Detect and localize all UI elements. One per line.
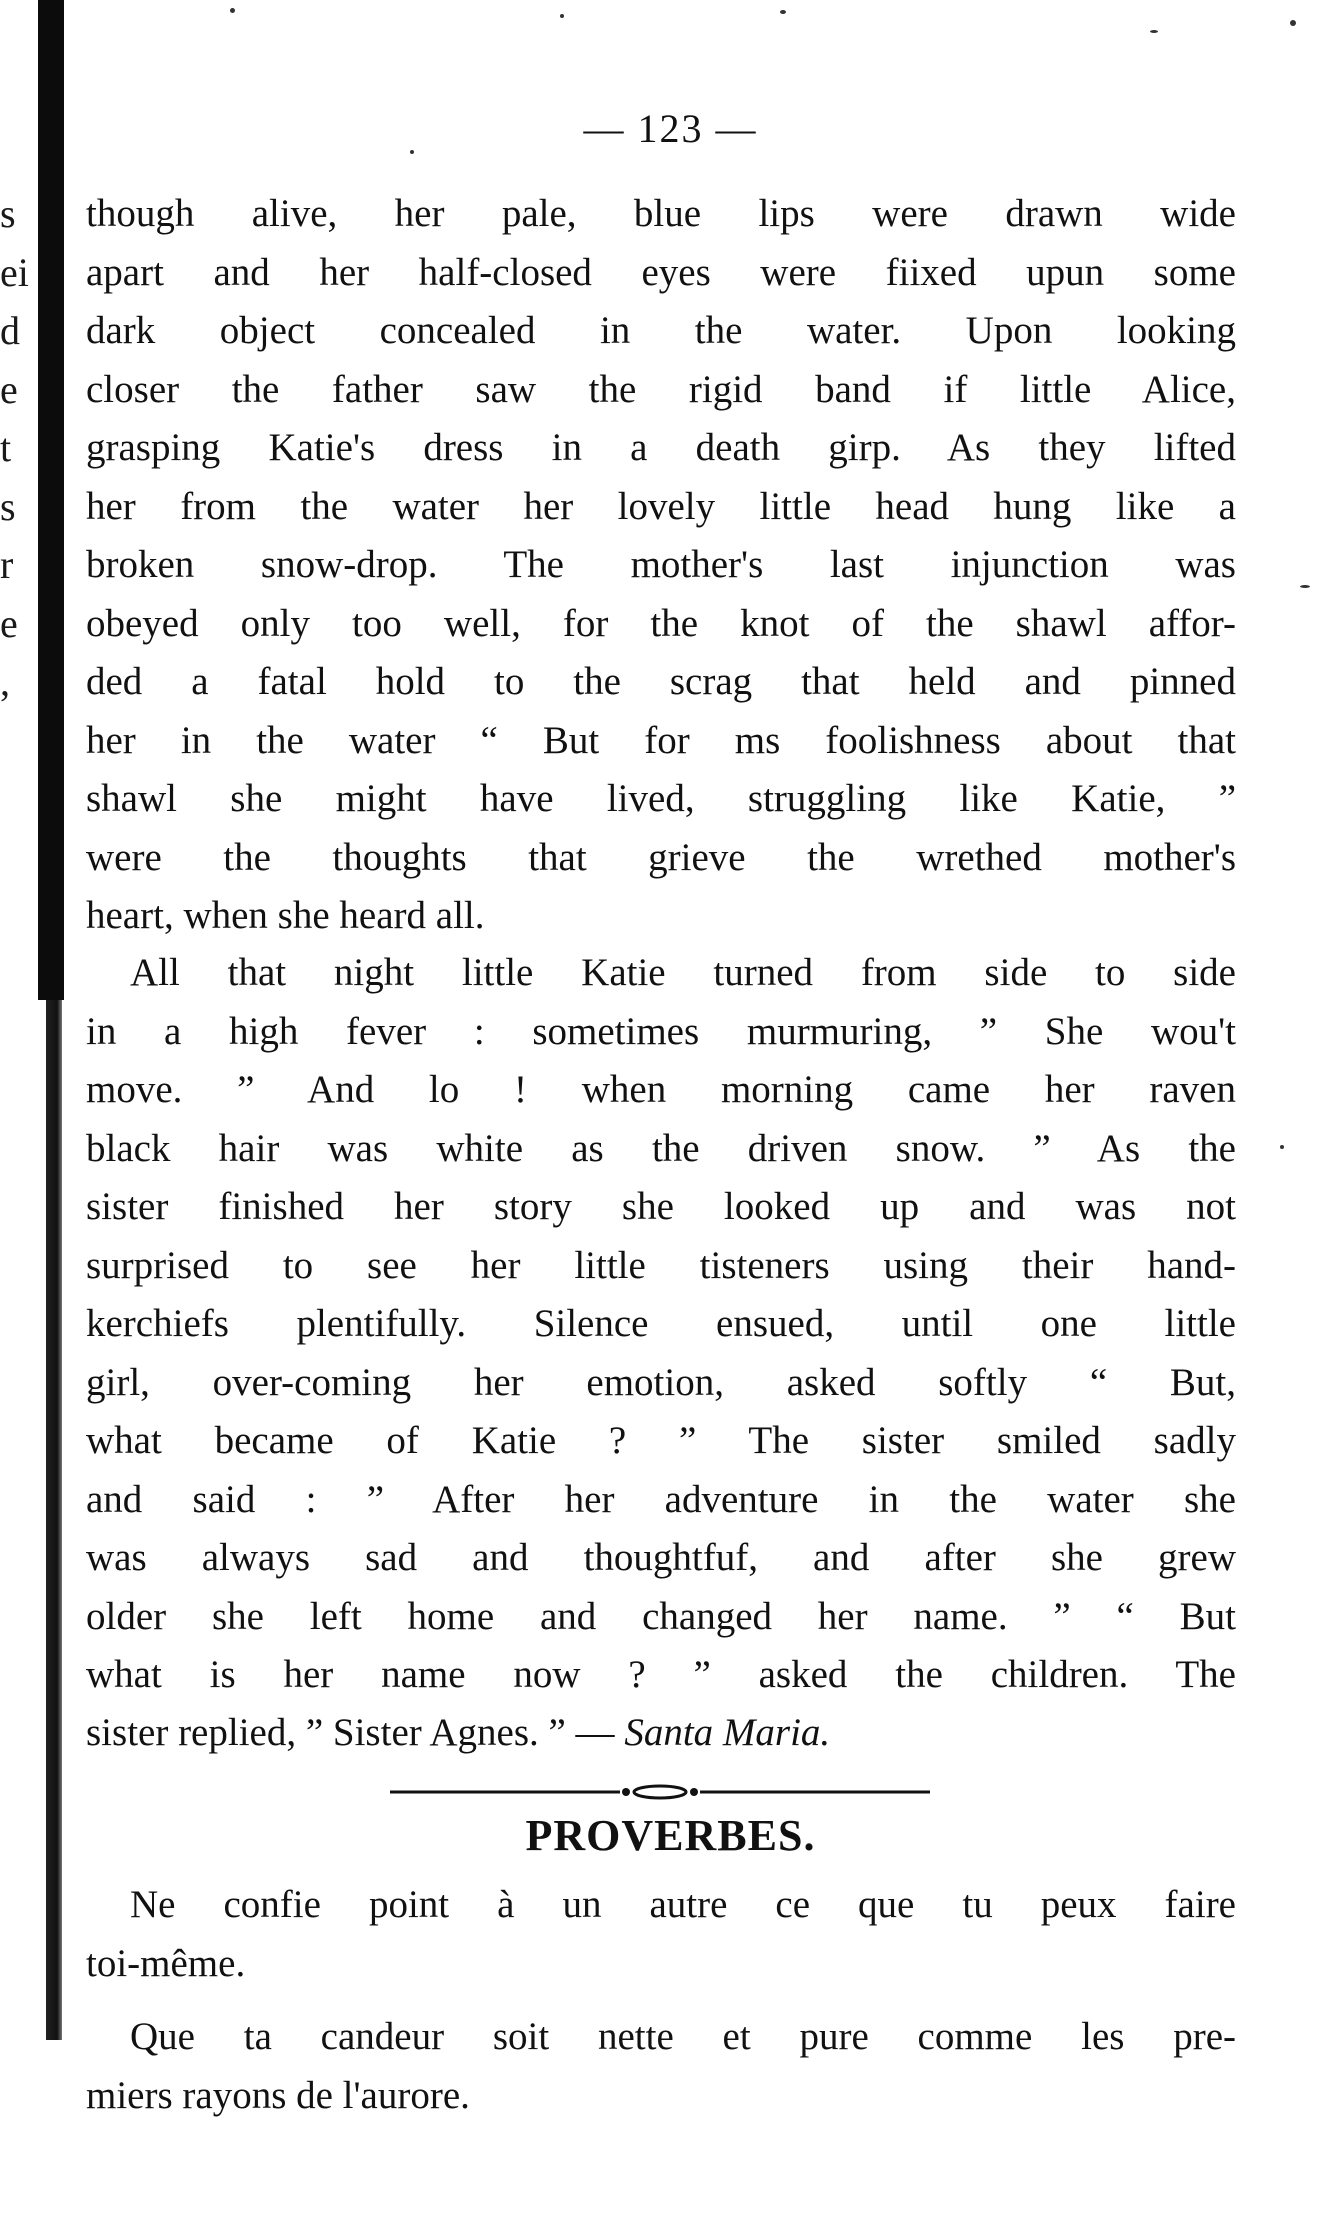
text-line: dark object concealed in the water. Upon looking: [86, 309, 1236, 352]
scan-speck: [1150, 30, 1158, 33]
story-paragraph-1: [86, 185, 1236, 946]
text-line: girl, over-coming her emotion, asked softly “ But,: [86, 1360, 1236, 1404]
text-line: broken snow-drop. The mother's last injunction was: [86, 543, 1236, 586]
text-line: heart, when she heard all.: [86, 894, 485, 937]
story-line: [86, 1704, 1236, 1763]
margin-fragment: s: [0, 483, 16, 529]
margin-fragment: [0, 829, 40, 888]
text-line: kerchiefs plentifully. Silence ensued, until one little: [86, 1302, 1236, 1345]
text-line: and said : ” After her adventure in the water she: [86, 1477, 1236, 1521]
margin-fragment: e: [0, 366, 18, 412]
scan-speck: [560, 14, 564, 18]
text-line: All that night little Katie turned from side to side: [130, 951, 1236, 994]
margin-fragment: r: [0, 542, 14, 587]
margin-fragment: [0, 712, 40, 771]
proverb-1: [86, 1876, 1236, 1993]
previous-page-fragments: [0, 185, 40, 946]
story-closing-text: sister replied, ” Sister Agnes. ” —: [86, 1711, 625, 1754]
text-line: Que ta candeur soit nette et pure comme les pre-: [130, 2015, 1236, 2058]
margin-fragment: ei: [0, 249, 29, 295]
text-line: her in the water “ But for ms foolishness about that: [86, 718, 1236, 762]
text-line: were the thoughts that grieve the wrethed mother's: [86, 835, 1236, 879]
text-line: in a high fever : sometimes murmuring, ” She wou't: [86, 1009, 1236, 1053]
story-paragraph-2: [86, 944, 1236, 1705]
text-line: what became of Katie ? ” The sister smiled sadly: [86, 1419, 1236, 1462]
ornamental-divider: [390, 1782, 930, 1802]
text-line: ded a fatal hold to the scrag that held and pinned: [86, 660, 1236, 703]
text-line: Ne confie point à un autre ce que tu peux faire: [130, 1883, 1236, 1926]
scan-speck: [1300, 585, 1310, 588]
text-line: grasping Katie's dress in a death girp. As they lifted: [86, 426, 1236, 469]
margin-fragment: t: [0, 425, 12, 470]
text-line: older she left home and changed her name. ” “ But: [86, 1594, 1236, 1638]
binding-shadow-lower: [46, 1000, 62, 2040]
margin-fragment: e: [0, 600, 18, 646]
scan-speck: [1280, 1145, 1284, 1149]
text-line: black hair was white as the driven snow. ” As the: [86, 1126, 1236, 1170]
text-line: apart and her half-closed eyes were fiixed upun some: [86, 250, 1236, 294]
scan-speck: [1290, 20, 1296, 26]
text-line: obeyed only too well, for the knot of the shawl affor-: [86, 601, 1236, 645]
text-line: sister finished her story she looked up and was not: [86, 1185, 1236, 1228]
scan-speck: [230, 8, 235, 13]
text-line: closer the father saw the rigid band if little Alice,: [86, 367, 1236, 411]
story-last-line: [86, 1704, 1236, 1763]
text-line: surprised to see her little tisteners using their hand-: [86, 1243, 1236, 1287]
margin-fragment: ,: [0, 659, 10, 704]
text-line: was always sad and thoughtfuf, and after she grew: [86, 1536, 1236, 1579]
margin-fragment: [0, 887, 40, 946]
text-line: shawl she might have lived, struggling like Katie, ”: [86, 777, 1236, 820]
text-line: move. ” And lo ! when morning came her raven: [86, 1068, 1236, 1111]
text-line: toi-même.: [86, 1941, 246, 1985]
margin-fragment: s: [0, 191, 16, 236]
page-number: — 123 —: [583, 106, 758, 151]
story-attribution: Santa Maria.: [624, 1711, 831, 1754]
text-line: though alive, her pale, blue lips were drawn wide: [86, 192, 1236, 235]
text-line: miers rayons de l'aurore.: [86, 2073, 470, 2117]
text-line: what is her name now ? ” asked the children. The: [86, 1653, 1236, 1696]
margin-fragment: d: [0, 308, 20, 353]
margin-fragment: [0, 770, 40, 829]
proverb-2: [86, 2008, 1236, 2125]
scan-speck: [780, 10, 786, 14]
section-title: PROVERBES.: [525, 1811, 816, 1860]
text-line: her from the water her lovely little head hung like a: [86, 484, 1236, 528]
